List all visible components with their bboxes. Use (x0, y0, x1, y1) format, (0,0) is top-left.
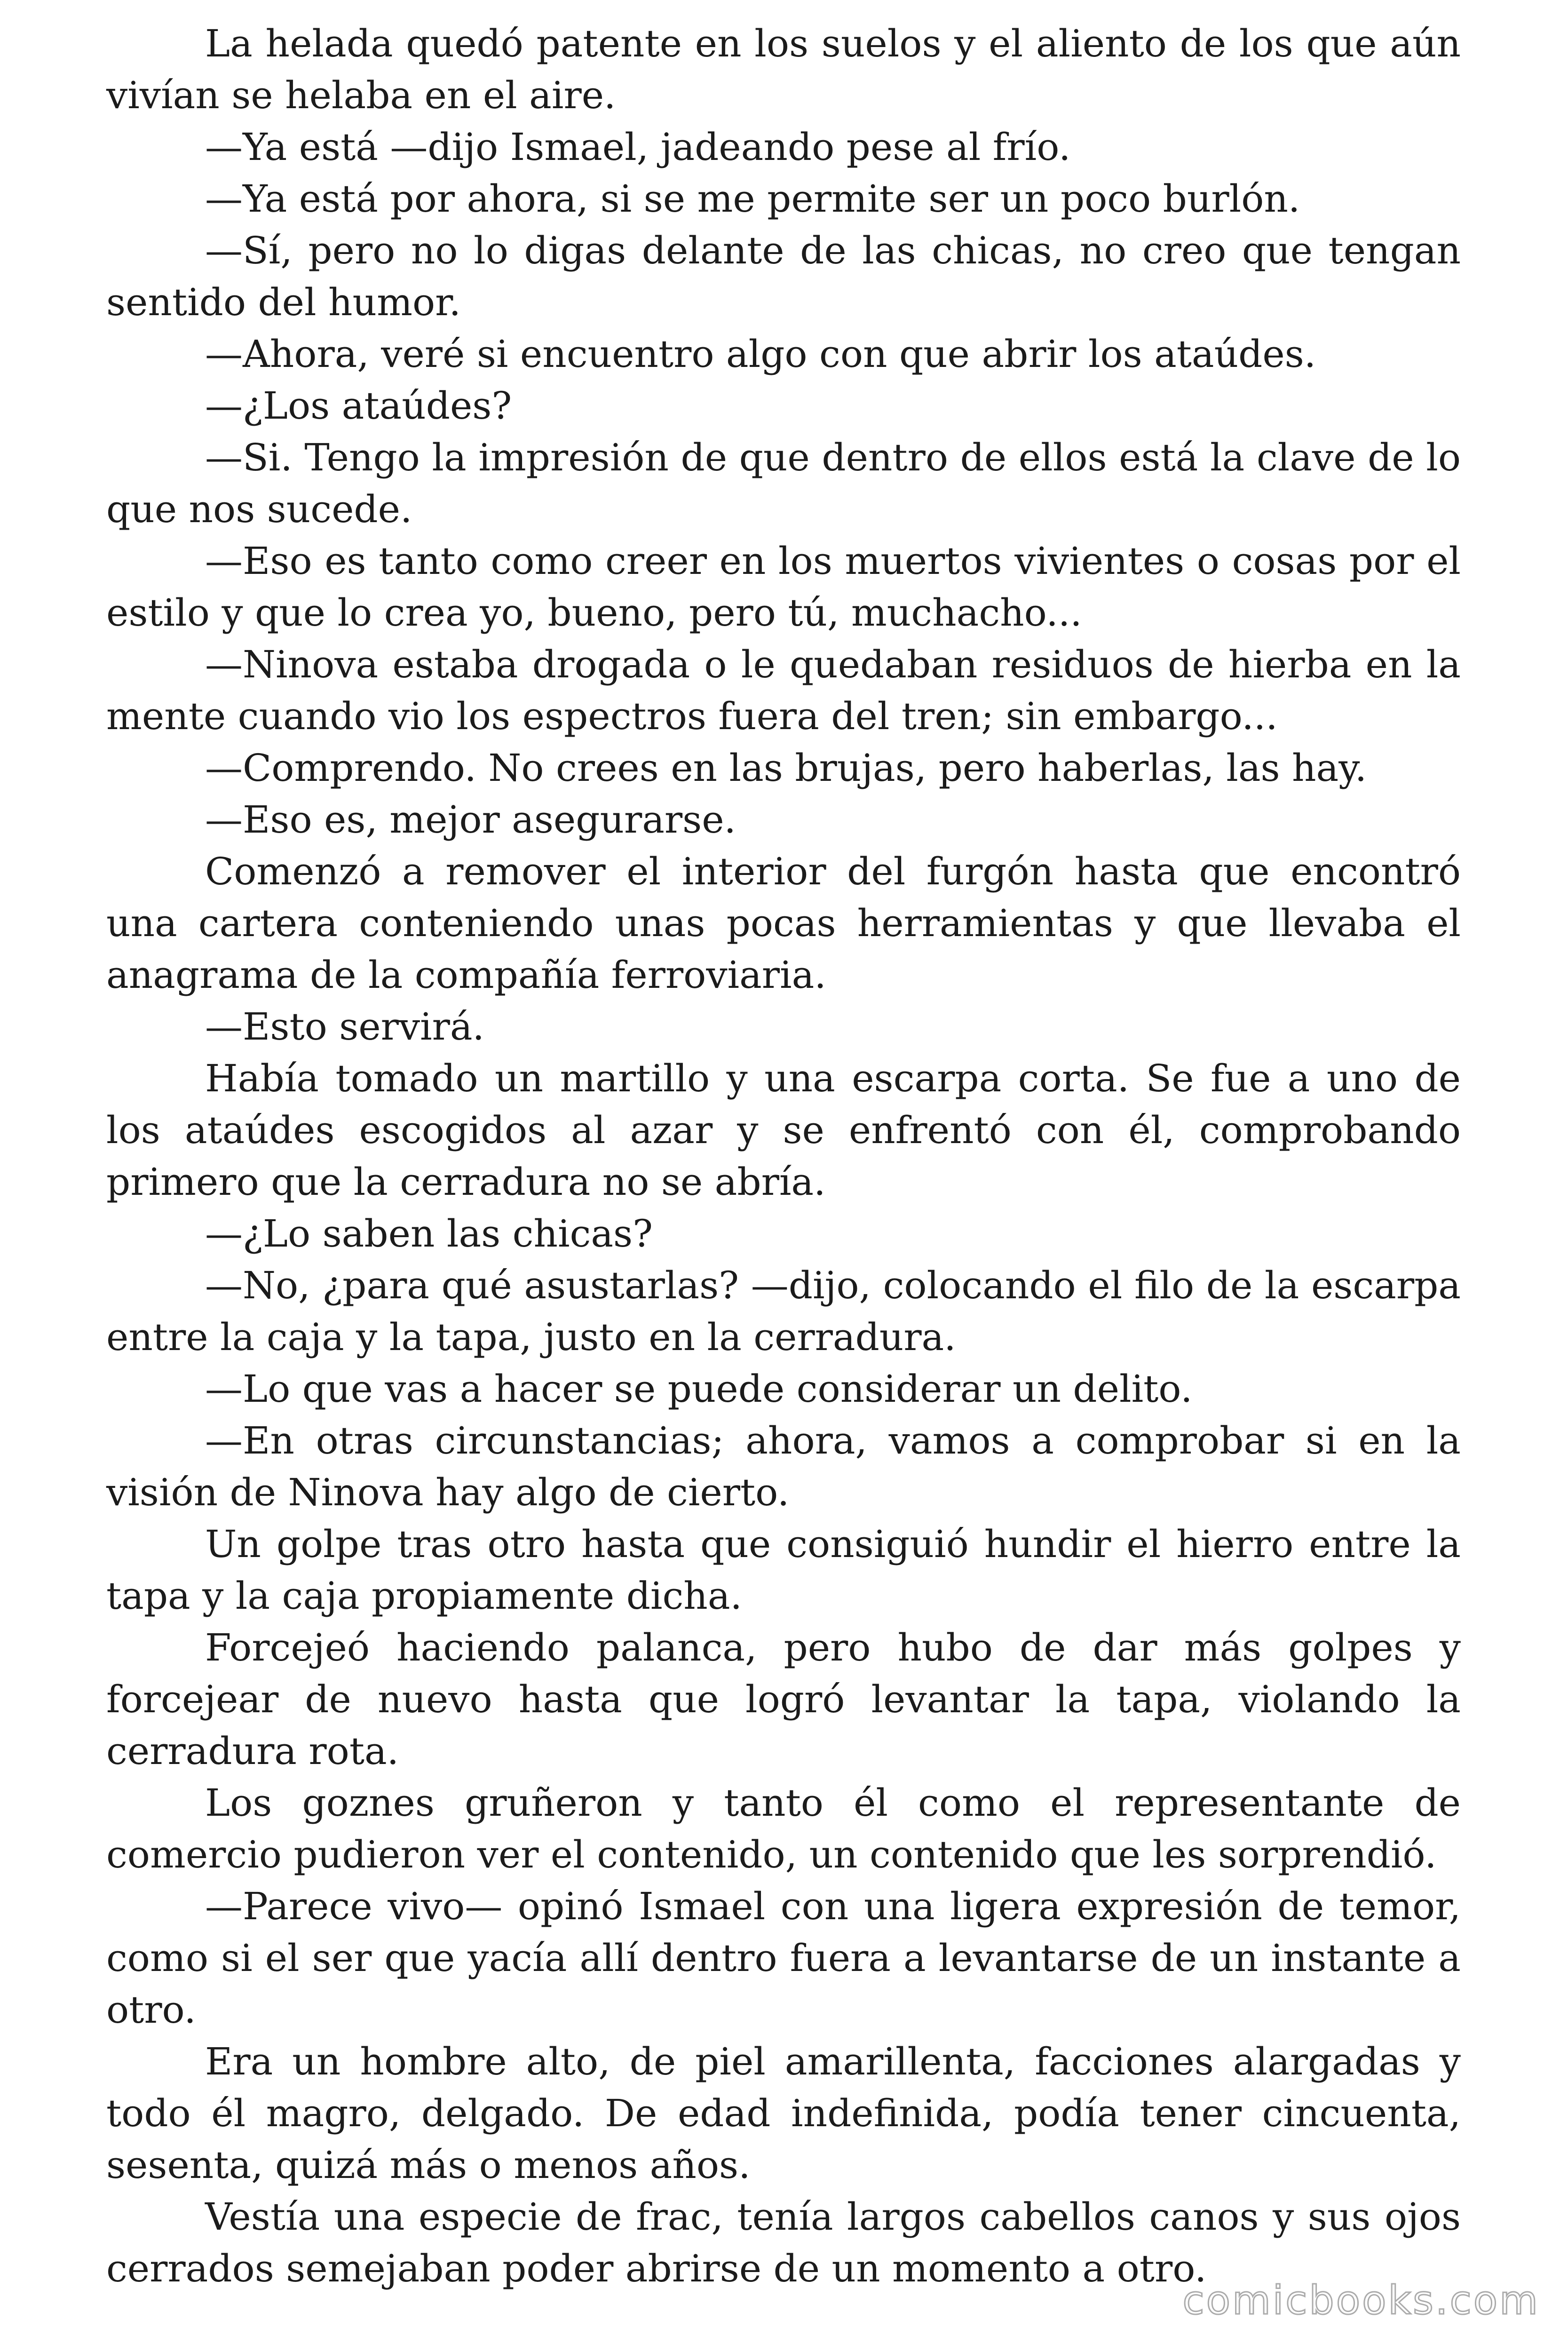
paragraph: Era un hombre alto, de piel amarillenta, facciones alargadas y todo él magro, delgado. De edad indefinida, podía tener cincuenta, sesenta, quizá más o menos años. (106, 2040, 1461, 2187)
paragraph: —Eso es tanto como creer en los muertos vivientes o cosas por el estilo y que lo crea yo, bueno, pero tú, muchacho... (106, 539, 1461, 635)
paragraph: —Parece vivo— opinó Ismael con una ligera expresión de temor, como si el ser que yacía allí dentro fuera a levantarse de un instante a otro. (106, 1884, 1461, 2032)
paragraph: Vestía una especie de frac, tenía largos cabellos canos y sus ojos cerrados semejaban poder abrirse de un momento a otro. (106, 2195, 1461, 2290)
paragraph: Comenzó a remover el interior del furgón hasta que encontró una cartera conteniendo unas pocas herramientas y que llevaba el anagrama de la compañía ferroviaria. (106, 850, 1461, 997)
paragraph: —Comprendo. No crees en las brujas, pero haberlas, las hay. (205, 746, 1367, 790)
paragraph: —Sí, pero no lo digas delante de las chicas, no creo que tengan sentido del humor. (106, 229, 1461, 324)
paragraph: —En otras circunstancias; ahora, vamos a comprobar si en la visión de Ninova hay algo de cierto. (106, 1419, 1461, 1514)
page-text (106, 18, 1461, 2323)
paragraph: Los goznes gruñeron y tanto él como el representante de comercio pudieron ver el contenido, un contenido que les sorprendió. (106, 1781, 1461, 1876)
paragraph: La helada quedó patente en los suelos y el aliento de los que aún vivían se helaba en el aire. (106, 22, 1461, 117)
paragraph: —Ahora, veré si encuentro algo con que abrir los ataúdes. (205, 332, 1316, 376)
paragraph: —Esto servirá. (205, 1005, 484, 1049)
paragraph: —Lo que vas a hacer se puede considerar un delito. (205, 1367, 1193, 1411)
paragraph: —Ya está —dijo Ismael, jadeando pese al frío. (205, 125, 1071, 169)
watermark: comicbooks.com (1182, 2277, 1540, 2323)
paragraph: —Eso es, mejor asegurarse. (205, 798, 736, 842)
paragraph: —¿Lo saben las chicas? (205, 1212, 653, 1255)
paragraph: —No, ¿para qué asustarlas? —dijo, colocando el filo de la escarpa entre la caja y la tapa, justo en la cerradura. (106, 1263, 1461, 1359)
paragraph: Un golpe tras otro hasta que consiguió hundir el hierro entre la tapa y la caja propiamente dicha. (106, 1522, 1461, 1618)
paragraph: —Ninova estaba drogada o le quedaban residuos de hierba en la mente cuando vio los espectros fuera del tren; sin embargo... (106, 643, 1461, 738)
paragraph: Forcejeó haciendo palanca, pero hubo de dar más golpes y forcejear de nuevo hasta que logró levantar la tapa, violando la cerradura rota. (106, 1626, 1461, 1773)
paragraph: —Ya está por ahora, si se me permite ser un poco burlón. (205, 177, 1300, 221)
paragraph: —¿Los ataúdes? (205, 384, 512, 428)
paragraph: Había tomado un martillo y una escarpa corta. Se fue a uno de los ataúdes escogidos al azar y se enfrentó con él, comprobando primero que la cerradura no se abría. (106, 1057, 1461, 1204)
paragraph: —Si. Tengo la impresión de que dentro de ellos está la clave de lo que nos sucede. (106, 436, 1461, 531)
